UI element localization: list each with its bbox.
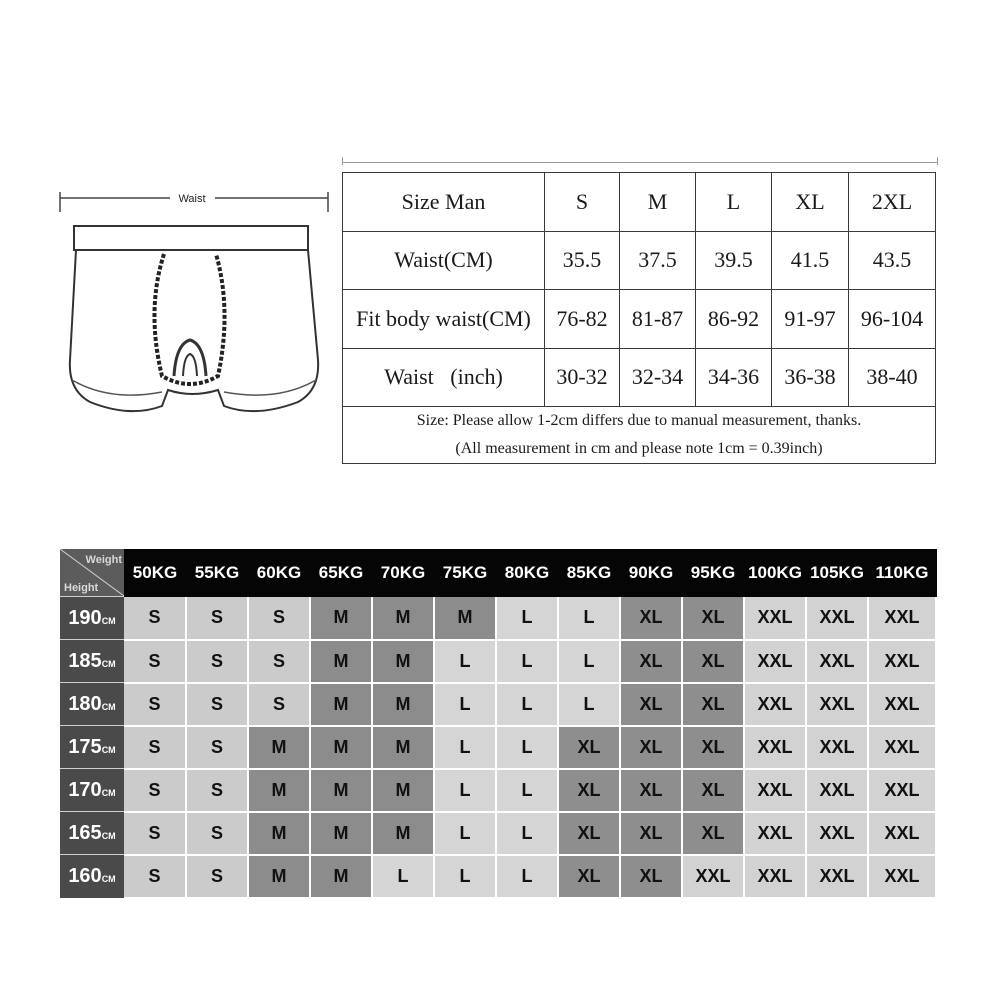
size-cell: S bbox=[124, 855, 186, 898]
size-cell: L bbox=[434, 855, 496, 898]
size-cell: S bbox=[124, 597, 186, 640]
size-cell: XL bbox=[620, 597, 682, 640]
boxer-briefs-drawing bbox=[50, 180, 340, 480]
size-cell: S bbox=[248, 640, 310, 683]
size-cell: L bbox=[434, 640, 496, 683]
size-cell: L bbox=[558, 640, 620, 683]
size-cell: XL bbox=[682, 640, 744, 683]
height-unit: CM bbox=[101, 830, 116, 841]
size-cell: S bbox=[186, 855, 248, 898]
height-unit: CM bbox=[101, 873, 116, 884]
size-cell: XL bbox=[620, 726, 682, 769]
size-cell: XXL bbox=[744, 769, 806, 812]
size-cell: M bbox=[248, 726, 310, 769]
table-cell: 96-104 bbox=[849, 290, 936, 349]
size-cell: XXL bbox=[744, 640, 806, 683]
size-cell: M bbox=[310, 683, 372, 726]
table-cell: 76-82 bbox=[545, 290, 620, 349]
weight-header-cell: 85KG bbox=[558, 549, 620, 597]
weight-header-cell: 75KG bbox=[434, 549, 496, 597]
size-cell: XXL bbox=[744, 597, 806, 640]
height-unit: CM bbox=[101, 658, 116, 669]
row-label: Waist(CM) bbox=[343, 231, 545, 290]
weight-header-cell: 55KG bbox=[186, 549, 248, 597]
size-cell: L bbox=[496, 597, 558, 640]
table-row bbox=[60, 726, 936, 769]
diagonal-divider bbox=[60, 549, 124, 596]
weight-header-cell: 100KG bbox=[744, 549, 806, 597]
table-row bbox=[60, 597, 936, 640]
size-cell: XXL bbox=[868, 726, 936, 769]
size-cell: XL bbox=[682, 812, 744, 855]
size-cell: L bbox=[434, 769, 496, 812]
size-cell: XL bbox=[620, 812, 682, 855]
weight-height-corner bbox=[60, 549, 124, 597]
size-cell: XXL bbox=[806, 597, 868, 640]
height-unit: CM bbox=[101, 787, 116, 798]
size-cell: S bbox=[186, 683, 248, 726]
table-cell: 38-40 bbox=[849, 348, 936, 407]
underwear-illustration bbox=[50, 180, 340, 480]
table-cell: 36-38 bbox=[772, 348, 849, 407]
size-cell: S bbox=[124, 640, 186, 683]
table-row bbox=[60, 683, 936, 726]
size-cell: XL bbox=[682, 726, 744, 769]
size-cell: XXL bbox=[806, 812, 868, 855]
size-header-m: M bbox=[620, 173, 696, 232]
height-value: 185 bbox=[68, 649, 102, 672]
size-cell: XL bbox=[558, 726, 620, 769]
size-cell: S bbox=[186, 640, 248, 683]
table-cell: 43.5 bbox=[849, 231, 936, 290]
note-row bbox=[343, 407, 936, 464]
weight-header-cell: 110KG bbox=[868, 549, 936, 597]
grid-body bbox=[60, 597, 936, 898]
weight-header-cell: 90KG bbox=[620, 549, 682, 597]
size-cell: XL bbox=[620, 640, 682, 683]
size-cell: L bbox=[496, 855, 558, 898]
weight-header-cell: 80KG bbox=[496, 549, 558, 597]
height-value: 170 bbox=[68, 778, 102, 801]
table-cell: 35.5 bbox=[545, 231, 620, 290]
waist-inch-row bbox=[343, 348, 936, 407]
table-row bbox=[60, 640, 936, 683]
size-cell: XXL bbox=[806, 640, 868, 683]
size-cell: XXL bbox=[682, 855, 744, 898]
table-cell: 39.5 bbox=[696, 231, 772, 290]
size-header-row bbox=[343, 173, 936, 232]
size-cell: S bbox=[124, 769, 186, 812]
measurement-note bbox=[343, 407, 936, 464]
size-header-xl: XL bbox=[772, 173, 849, 232]
height-label bbox=[60, 683, 124, 726]
size-cell: M bbox=[310, 726, 372, 769]
size-cell: XL bbox=[620, 769, 682, 812]
size-cell: XL bbox=[682, 683, 744, 726]
note-line-2: (All measurement in cm and please note 1cm = 0.39inch) bbox=[455, 440, 823, 457]
size-cell: M bbox=[248, 812, 310, 855]
size-header-label: Size Man bbox=[343, 173, 545, 232]
height-unit: CM bbox=[101, 701, 116, 712]
top-rule-right-tick bbox=[937, 157, 938, 165]
size-cell: XL bbox=[682, 769, 744, 812]
weight-header-cell: 70KG bbox=[372, 549, 434, 597]
size-cell: L bbox=[434, 812, 496, 855]
table-cell: 41.5 bbox=[772, 231, 849, 290]
table-cell: 37.5 bbox=[620, 231, 696, 290]
size-chart-table bbox=[342, 172, 936, 464]
height-value: 190 bbox=[68, 606, 102, 629]
waist-cm-row bbox=[343, 231, 936, 290]
weight-header-cell: 50KG bbox=[124, 549, 186, 597]
size-cell: L bbox=[496, 812, 558, 855]
size-cell: M bbox=[372, 812, 434, 855]
fit-body-waist-row bbox=[343, 290, 936, 349]
height-value: 175 bbox=[68, 735, 102, 758]
size-cell: XL bbox=[558, 855, 620, 898]
table-row bbox=[60, 855, 936, 898]
height-label bbox=[60, 812, 124, 855]
size-cell: XL bbox=[620, 683, 682, 726]
size-cell: L bbox=[558, 597, 620, 640]
size-header-2xl: 2XL bbox=[849, 173, 936, 232]
size-cell: S bbox=[186, 597, 248, 640]
size-cell: M bbox=[310, 597, 372, 640]
size-header-s: S bbox=[545, 173, 620, 232]
size-cell: XXL bbox=[744, 683, 806, 726]
row-label: Waist (inch) bbox=[343, 348, 545, 407]
table-cell: 30-32 bbox=[545, 348, 620, 407]
table-cell: 34-36 bbox=[696, 348, 772, 407]
size-cell: M bbox=[372, 769, 434, 812]
size-cell: L bbox=[372, 855, 434, 898]
height-value: 180 bbox=[68, 692, 102, 715]
weight-header-cell: 65KG bbox=[310, 549, 372, 597]
size-cell: L bbox=[434, 726, 496, 769]
size-cell: S bbox=[248, 683, 310, 726]
size-cell: M bbox=[434, 597, 496, 640]
size-cell: XXL bbox=[744, 812, 806, 855]
size-cell: XXL bbox=[806, 726, 868, 769]
size-cell: XXL bbox=[868, 855, 936, 898]
size-cell: M bbox=[310, 769, 372, 812]
table-cell: 81-87 bbox=[620, 290, 696, 349]
size-cell: XXL bbox=[868, 769, 936, 812]
size-cell: XL bbox=[558, 769, 620, 812]
size-cell: XXL bbox=[744, 855, 806, 898]
size-cell: S bbox=[186, 769, 248, 812]
size-cell: L bbox=[558, 683, 620, 726]
table-cell: 91-97 bbox=[772, 290, 849, 349]
weight-header-cell: 60KG bbox=[248, 549, 310, 597]
size-cell: XL bbox=[558, 812, 620, 855]
row-label: Fit body waist(CM) bbox=[343, 290, 545, 349]
table-cell: 32-34 bbox=[620, 348, 696, 407]
note-line-1: Size: Please allow 1-2cm differs due to manual measurement, thanks. bbox=[416, 412, 862, 429]
size-cell: XXL bbox=[806, 769, 868, 812]
size-cell: M bbox=[248, 769, 310, 812]
size-cell: XXL bbox=[868, 640, 936, 683]
height-unit: CM bbox=[101, 615, 116, 626]
weight-header-row bbox=[60, 549, 936, 597]
top-rule-left-tick bbox=[342, 157, 343, 165]
weight-height-size-grid bbox=[60, 549, 937, 899]
height-label bbox=[60, 640, 124, 683]
height-label bbox=[60, 597, 124, 640]
size-cell: M bbox=[310, 812, 372, 855]
size-cell: M bbox=[372, 597, 434, 640]
size-cell: S bbox=[186, 726, 248, 769]
size-cell: L bbox=[496, 726, 558, 769]
weight-header-cell: 105KG bbox=[806, 549, 868, 597]
size-cell: L bbox=[496, 640, 558, 683]
size-cell: XXL bbox=[806, 683, 868, 726]
size-cell: XL bbox=[682, 597, 744, 640]
corner-height-label: Height bbox=[64, 582, 99, 594]
table-row bbox=[60, 812, 936, 855]
size-cell: M bbox=[310, 640, 372, 683]
top-rule bbox=[342, 162, 938, 163]
weight-header-cell: 95KG bbox=[682, 549, 744, 597]
size-cell: L bbox=[496, 769, 558, 812]
table-cell: 86-92 bbox=[696, 290, 772, 349]
height-unit: CM bbox=[101, 744, 116, 755]
size-cell: S bbox=[124, 726, 186, 769]
size-cell: S bbox=[248, 597, 310, 640]
size-cell: M bbox=[372, 640, 434, 683]
size-cell: M bbox=[372, 683, 434, 726]
size-cell: XXL bbox=[868, 812, 936, 855]
size-cell: L bbox=[496, 683, 558, 726]
size-cell: XXL bbox=[868, 683, 936, 726]
size-cell: S bbox=[186, 812, 248, 855]
size-cell: XXL bbox=[868, 597, 936, 640]
size-cell: XXL bbox=[744, 726, 806, 769]
height-label bbox=[60, 855, 124, 898]
size-cell: M bbox=[310, 855, 372, 898]
size-cell: S bbox=[124, 683, 186, 726]
size-cell: S bbox=[124, 812, 186, 855]
size-cell: L bbox=[434, 683, 496, 726]
table-row bbox=[60, 769, 936, 812]
size-cell: XL bbox=[620, 855, 682, 898]
size-cell: M bbox=[248, 855, 310, 898]
height-value: 165 bbox=[68, 821, 102, 844]
waist-label: Waist bbox=[178, 193, 206, 205]
corner-weight-label: Weight bbox=[85, 554, 122, 566]
height-label bbox=[60, 726, 124, 769]
size-cell: M bbox=[372, 726, 434, 769]
height-label bbox=[60, 769, 124, 812]
size-header-l: L bbox=[696, 173, 772, 232]
size-cell: XXL bbox=[806, 855, 868, 898]
height-value: 160 bbox=[68, 864, 102, 887]
